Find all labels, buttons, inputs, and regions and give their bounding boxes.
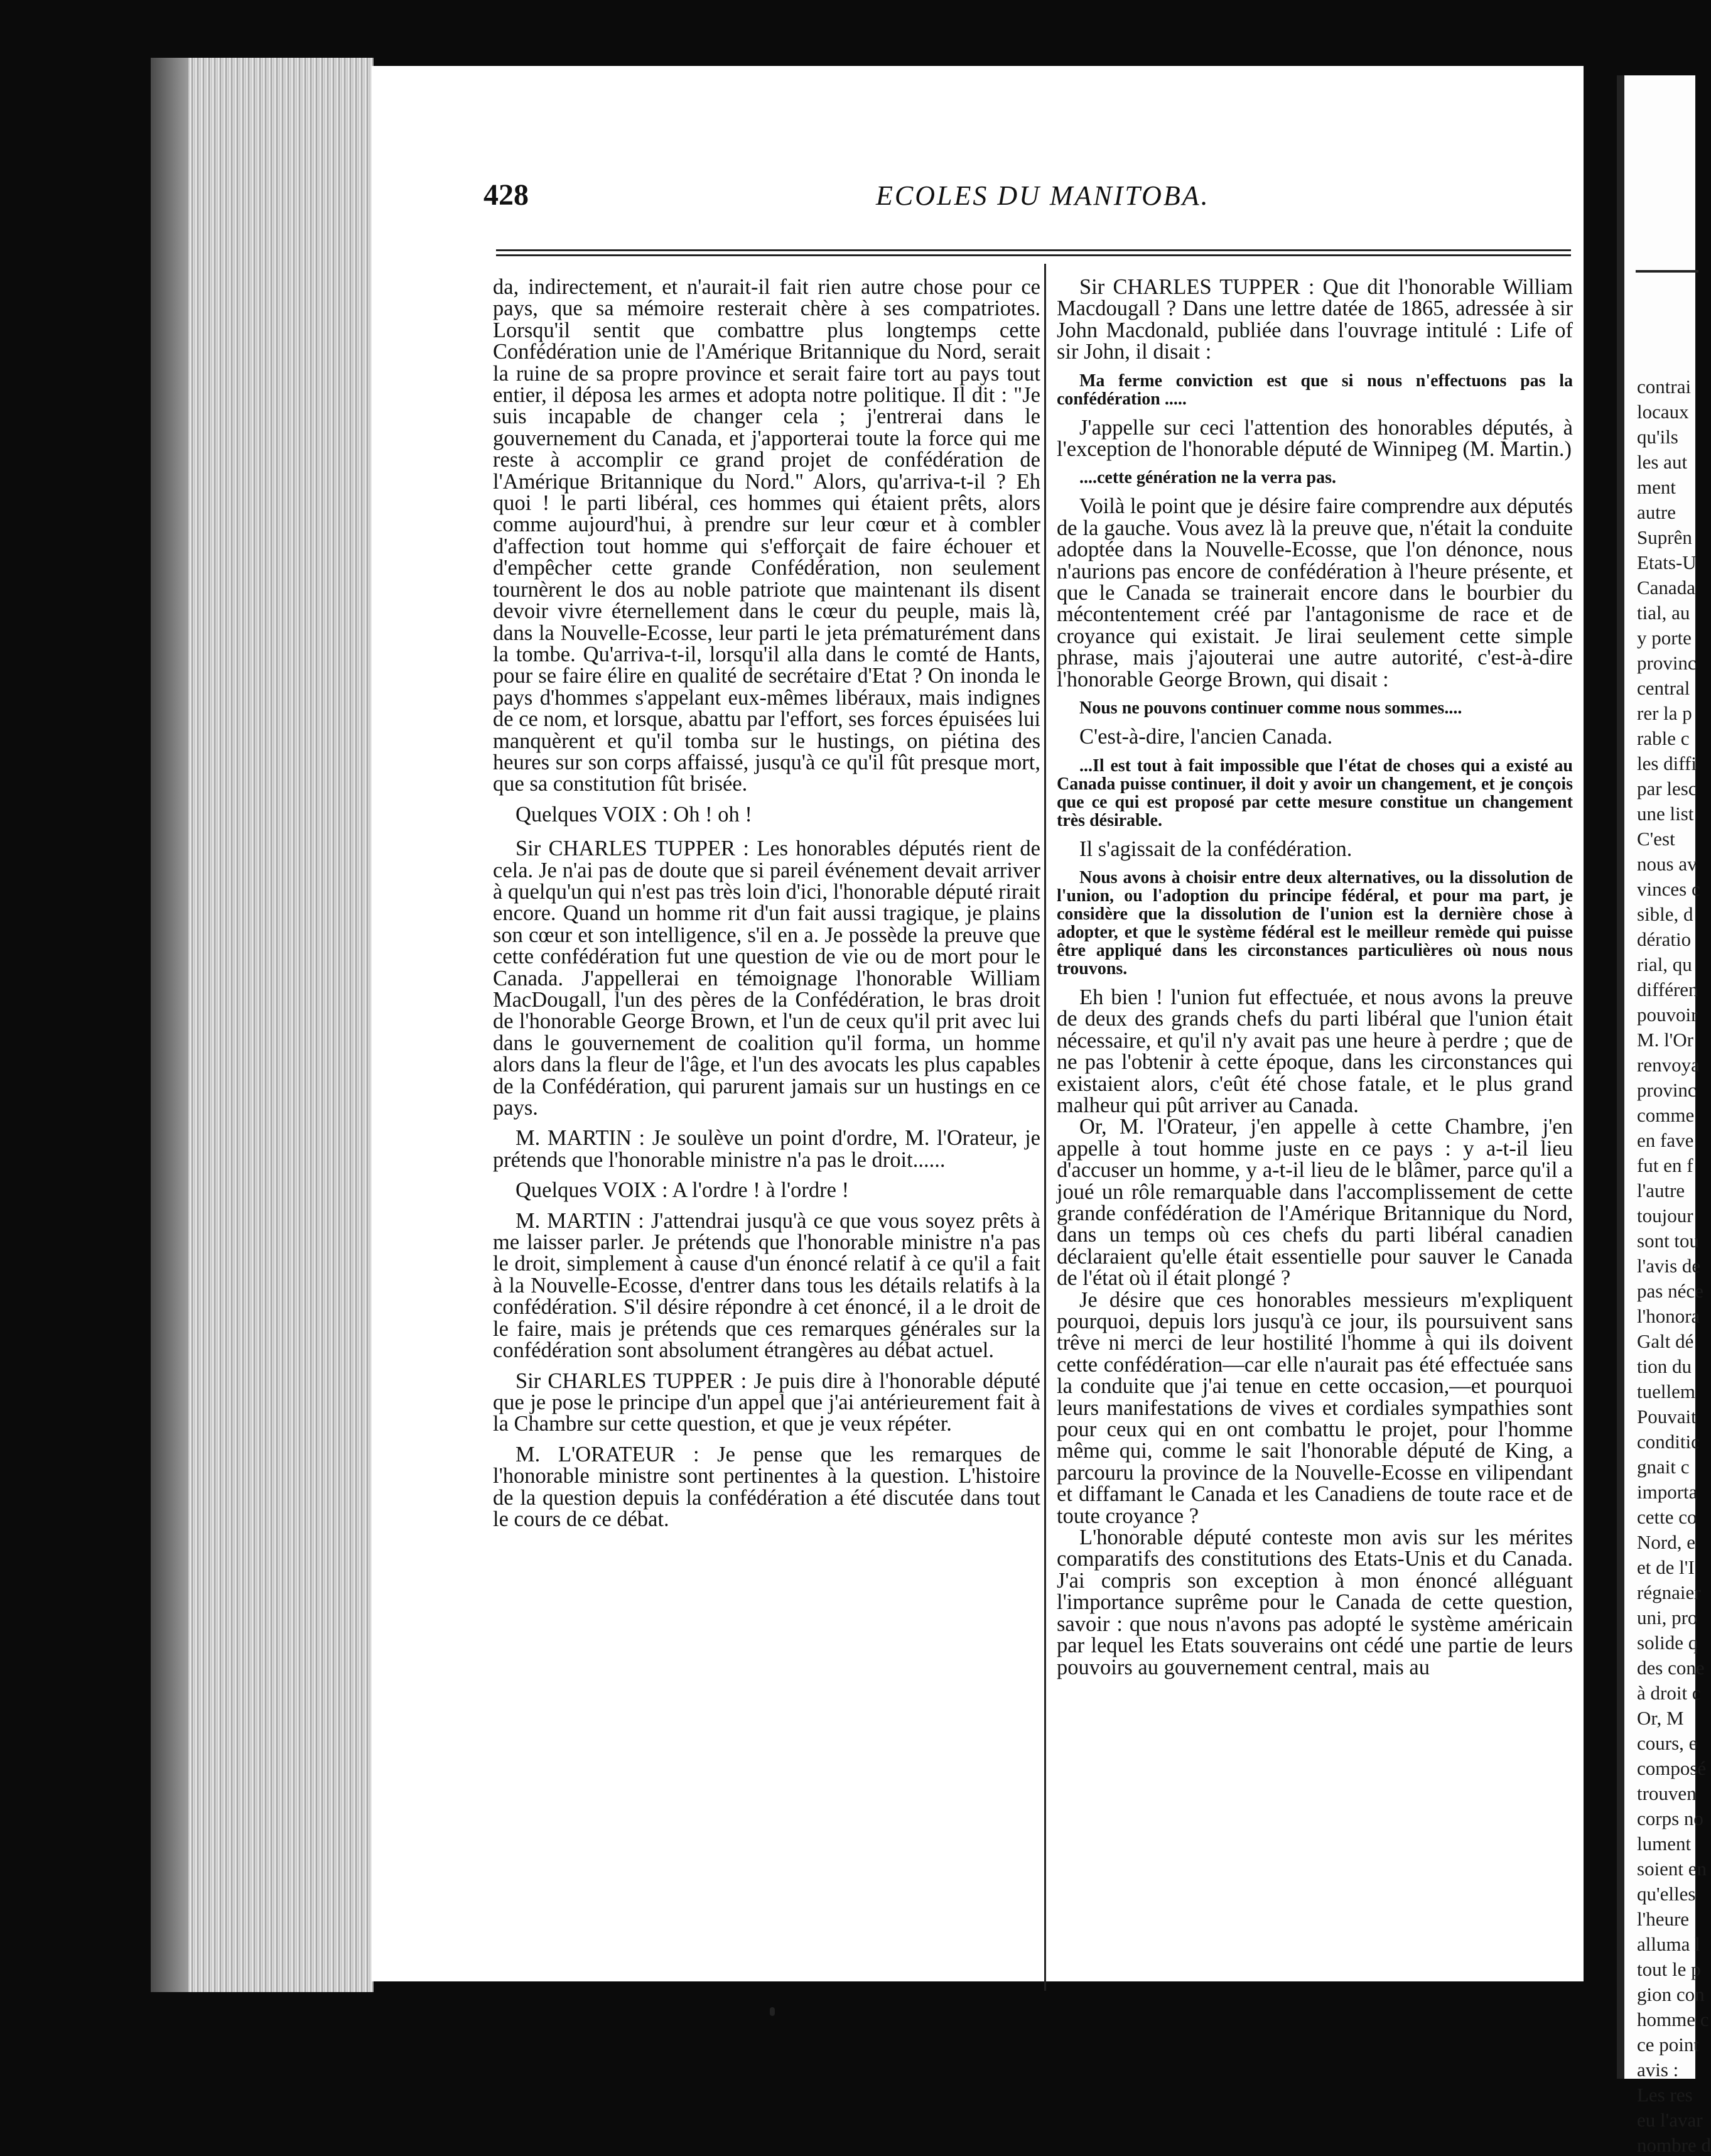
facing-page-fragment: alluma l [1637, 1933, 1700, 1955]
facing-page-fragment: homme c [1637, 2008, 1709, 2030]
facing-page-fragment: tion du [1637, 1355, 1692, 1377]
paragraph: Je désire que ces honorables messieurs m'expliquent pourquoi, depuis lors jusqu'à ce jour, ils poursuivent sans trêve ni merci de leur hostilité l'homme à qui ils doivent cette confédération—car elle n'aurait pas été effectuée sans la conduite que j'ai tenue en cette occasion,—et pourquoi leurs manifestations de vives et cordiales sympathies sont pour ceux qui en ont combattu le projet, pour l'homme même qui, comme le sait l'honorable député de King, a parcouru la province de la Nouvelle-Ecosse en vilipendant et diffamant le Canada et les Canadiens de toute race et de toute croyance ? [1057, 1287, 1573, 1528]
facing-page-fragment: l'avis de [1637, 1255, 1701, 1277]
facing-page-fragment: toujour [1637, 1205, 1693, 1227]
facing-page-fragment: à droit c [1637, 1682, 1701, 1704]
facing-page-fragment: différen [1637, 978, 1698, 1000]
facing-page-fragment: des cone [1637, 1657, 1705, 1679]
facing-page-fragment: nombre d [1637, 2134, 1711, 2156]
facing-page-fragment: central [1637, 677, 1690, 699]
facing-page-fragment: dératio [1637, 928, 1692, 950]
facing-page-fragment: rial, qu [1637, 953, 1692, 975]
paragraph: J'appelle sur ceci l'attention des honorables députés, à l'exception de l'honorable député de Winnipeg (M. Martin.) [1057, 415, 1573, 462]
facing-page-fragment: l'honora [1637, 1305, 1700, 1327]
facing-page-fragment: tial, au [1637, 602, 1690, 624]
facing-page-fragment: ce point [1637, 2034, 1699, 2056]
paragraph: Sir CHARLES TUPPER : Que dit l'honorable William Macdougall ? Dans une lettre datée de 1865, adressée à sir John Macdonald, publiée dans l'ouvrage intitulé : Life of sir John, il disait : [1057, 275, 1573, 364]
facing-page-fragment: C'est [1637, 828, 1675, 850]
facing-page-fragment: solide q [1637, 1632, 1698, 1654]
facing-page-fragment: régnaier [1637, 1581, 1701, 1603]
facing-page-fragment: rer la p [1637, 702, 1692, 724]
paragraph: M. MARTIN : Je soulève un point d'ordre, M. l'Orateur, je prétends que l'honorable ministre n'a pas le droit...... [493, 1126, 1040, 1172]
facing-page-fragment: importa [1637, 1481, 1698, 1503]
facing-page-fragment: y porte [1637, 627, 1692, 649]
facing-page-fragment: Canada [1637, 577, 1695, 599]
facing-page-fragment: en fave [1637, 1129, 1694, 1151]
paragraph: Or, M. l'Orateur, j'en appelle à cette Chambre, j'en appelle à tout homme juste en ce pays : y a-t-il lieu d'accuser un homme, y a-t-il lieu de le blâmer, parce qu'il a joué un rôle remarquable dans l'accomplissement de cette grande confédération de l'Amérique Britannique du Nord, dans un temps où ces chefs du parti libéral canadien déclaraient qu'elle était essentielle pour sauver le Canada de l'état où il était plongé ? [1057, 1115, 1573, 1291]
facing-page-fragment: gion con [1637, 1983, 1705, 2005]
right-text-column [1057, 276, 1573, 1678]
facing-page-fragment: trouven [1637, 1782, 1697, 1804]
facing-page-strip [1617, 75, 1711, 2156]
facing-page-fragment: l'heure [1637, 1908, 1690, 1930]
facing-page-fragment: cette co [1637, 1506, 1697, 1528]
facing-page-fragment: qu'ils [1637, 426, 1678, 448]
facing-page-fragment: Pouvait [1637, 1406, 1697, 1427]
facing-page-fragment: conditic [1637, 1431, 1700, 1453]
facing-page-fragment: les aut [1637, 451, 1688, 473]
facing-page-fragment: nous av [1637, 853, 1697, 875]
facing-page-gutter [1617, 75, 1624, 2079]
facing-page-fragment: tout le p [1637, 1958, 1701, 1980]
paragraph: da, indirectement, et n'aurait-il fait rien autre chose pour ce pays, que sa mémoire resterait chère à ses compatriotes. Lorsqu'il sentit que combattre plus longtemps cette Confédération unie de l'Amérique Britannique du Nord, serait la ruine de sa propre province et serait faire tort au pays tout entier, il déposa les armes et adopta notre politique. Il dit : "Je suis incapable de changer cela ; j'entrerai dans le gouvernement du Canada, et j'apporterai toute la force qui me reste à accomplir ce grand projet de confédération de l'Amérique Britannique du Nord." Alors, qu'arriva-t-il ? Eh quoi ! le parti libéral, ces hommes qui étaient prêts, alors comme aujourd'hui, à prendre sur leur cœur et à combler d'affection tout homme qui s'efforçait de faire échouer et d'empêcher cette grande Confédération, non seulement tournèrent le dos au noble patriote que maintenant ils disent devoir vivre éternellement dans le cœur du peuple, mais là, dans la Nouvelle-Ecosse, leur parti le jeta prématurément dans la tombe. Qu'arriva-t-il, lorsqu'il alla dans le comté de Hants, pour se faire élire en qualité de secrétaire d'Etat ? On inonda le pays d'hommes s'appelant eux-mêmes libéraux, mais indignes de ce nom, et lorsque, abattu par l'effort, ses forces épuisées lui manquèrent et qu'il tomba sur le hustings, on piétina des heures sur son corps affaissé, jusqu'à ce qu'il fût presque mort, que sa constitution fût brisée. [493, 275, 1040, 796]
facing-page-fragment: uni, pro [1637, 1606, 1698, 1628]
header-rule-bottom [496, 254, 1571, 256]
left-text-column [493, 276, 1040, 1530]
paragraph: Quelques VOIX : A l'ordre ! à l'ordre ! [515, 1178, 850, 1203]
facing-page-fragment: provinc [1637, 652, 1697, 674]
facing-page-fragment: ment [1637, 476, 1676, 498]
facing-page-fragment: Galt dé [1637, 1330, 1694, 1352]
print-speck [770, 2007, 775, 2016]
facing-page-fragment: comme [1637, 1104, 1695, 1126]
paragraph: Quelques VOIX : Oh ! oh ! [515, 802, 752, 826]
facing-page-fragment: sible, d [1637, 903, 1693, 925]
facing-page-fragment: contrai [1637, 376, 1692, 398]
quoted-extract: ...Il est tout à fait impossible que l'état de choses qui a existé au Canada puisse continuer, il doit y avoir un changement, et je conçois que ce qui est proposé par cette mesure constitue un changement très désirable. [1057, 756, 1573, 830]
facing-page-fragment: autre [1637, 501, 1676, 523]
facing-page-fragment: eu l'avar [1637, 2109, 1703, 2131]
facing-page-fragment: cours, e [1637, 1732, 1698, 1754]
facing-page-fragment: composé [1637, 1757, 1707, 1779]
facing-page-rule [1636, 270, 1698, 273]
facing-page-fragment: tuellem [1637, 1380, 1695, 1402]
facing-page-fragment: par lesc [1637, 777, 1697, 799]
facing-page-fragment: locaux [1637, 401, 1689, 423]
paragraph: Sir CHARLES TUPPER : Je puis dire à l'honorable député que je pose le principe d'un appel que j'ai antérieurement fait à la Chambre sur cette question, et que je veux répéter. [493, 1368, 1040, 1436]
facing-page-fragment: les diffi [1637, 752, 1697, 774]
page-number: 428 [483, 178, 529, 212]
facing-page-fragment: avis : [1637, 2059, 1679, 2081]
facing-page-fragment: pas néce [1637, 1280, 1703, 1302]
book-cover-edge [151, 58, 188, 1992]
facing-page-fragment: Nord, e [1637, 1531, 1695, 1553]
header-rule-top [496, 249, 1571, 251]
facing-page-fragment: Etats-U [1637, 551, 1697, 573]
paragraph: M. MARTIN : J'attendrai jusqu'à ce que vous soyez prêts à me laisser parler. Je prétends que l'honorable ministre n'a pas le droit, simplement à cause d'un énoncé relatif à ce qu'il a fait à la Nouvelle-Ecosse, d'entrer dans tous les détails relatifs à la confédération. S'il désire répondre à cet énoncé, il a le droit de le faire, mais je prétends que ces remarques générales sur la confédération sont absolument étrangères au débat actuel. [493, 1208, 1040, 1363]
paragraph: Il s'agissait de la confédération. [1079, 837, 1352, 861]
paragraph: Sir CHARLES TUPPER : Les honorables députés rient de cela. Je n'ai pas de doute que si pareil événement devait arriver à quelqu'un qui n'est pas très loin d'ici, l'honorable député rirait encore. Quand un homme rit d'un fait aussi tragique, je plains son cœur et son intelligence, s'il en a. Je possède la preuve que cette confédération fut une question de vie ou de mort pour le Canada. J'appellerai en témoignage l'honorable William MacDougall, l'un des pères de la Confédération, le bras droit de l'honorable George Brown, et l'un de ceux qu'il prit avec lui dans le gouvernement de coalition qu'il forma, un homme alors dans la fleur de l'âge, et l'un des avocats les plus capables de la Confédération, qui parurent jamais sur un hustings en ce pays. [493, 837, 1040, 1120]
paragraph: Eh bien ! l'union fut effectuée, et nous avons la preuve de deux des grands chefs du parti libéral que l'union était nécessaire, et qu'il n'y avait pas une heure à perdre ; que de ne pas l'obtenir à cette époque, dans les circonstances qui existaient alors, c'eût été chose fatale, et le plus grand malheur qui pût arriver au Canada. [1057, 985, 1573, 1117]
facing-page-fragment: vinces c [1637, 878, 1700, 900]
paragraph: M. L'ORATEUR : Je pense que les remarques de l'honorable ministre sont pertinentes à la question. L'histoire de la question depuis la confédération a été discutée dans tout le cours de ce débat. [493, 1442, 1040, 1531]
quoted-extract: Nous ne pouvons continuer comme nous sommes.... [1079, 698, 1462, 718]
facing-page-fragment: une list [1637, 803, 1694, 825]
facing-page-fragment: soient en [1637, 1858, 1707, 1880]
facing-page-fragment: qu'elles [1637, 1883, 1696, 1905]
facing-page-fragment: sont tou [1637, 1230, 1700, 1252]
facing-page-fragment: Les res [1637, 2084, 1693, 2106]
facing-page-fragment: rable c [1637, 727, 1690, 749]
facing-page-fragment: fut en f [1637, 1154, 1693, 1176]
quoted-extract: ....cette génération ne la verra pas. [1079, 468, 1336, 488]
facing-page-fragment: provinc [1637, 1079, 1697, 1101]
facing-page-fragment: lument [1637, 1833, 1692, 1855]
quoted-extract: Ma ferme conviction est que si nous n'effectuons pas la confédération ..... [1057, 371, 1573, 409]
facing-page-fragment: Or, M [1637, 1707, 1684, 1729]
paragraph: C'est-à-dire, l'ancien Canada. [1079, 725, 1333, 749]
facing-page-fragment: et de l'I [1637, 1556, 1695, 1578]
facing-page-fragment: M. l'Or [1637, 1029, 1693, 1051]
running-title: ECOLES DU MANITOBA. [876, 180, 1210, 211]
facing-page-fragment: renvoya [1637, 1054, 1700, 1076]
facing-page-fragment: Suprên [1637, 526, 1692, 548]
paragraph: Voilà le point que je désire faire comprendre aux députés de la gauche. Vous avez là la preuve que, n'était la conduite adoptée dans la Nouvelle-Ecosse, que l'on dénonce, nous n'aurions pas encore de confédération à l'heure présente, et que le Canada se trainerait encore dans le bourbier du mécontentement créé par l'antagonisme de race et de croyance qui existait. Je lirai seulement cette simple phrase, mais j'ajouterai une autre autorité, c'est-à-dire l'honorable George Brown, qui disait : [1057, 494, 1573, 691]
quoted-extract: Nous avons à choisir entre deux alternatives, ou la dissolution de l'union, ou l'adoption du principe fédéral, et pour ma part, je considère que la dissolution de l'union est la dernière chose à adopter, et que le système fédéral est le meilleur remède qui puisse être appliqué dans les circonstances particulières où nous nous trouvons. [1057, 867, 1573, 978]
facing-page-fragment: l'autre [1637, 1179, 1685, 1201]
facing-page-fragment: corps no [1637, 1807, 1703, 1829]
facing-page-fragment: pouvoir [1637, 1004, 1698, 1026]
facing-page-fragment: gnait c [1637, 1456, 1690, 1478]
paragraph: L'honorable député conteste mon avis sur les mérites comparatifs des constitutions des Etats-Unis et du Canada. J'ai compris son exception à mon énoncé alléguant l'importance suprême pour le Canada de cette question, savoir : que nous n'avons pas adopté le système américain par lequel les Etats souverains ont cédé une partie de leurs pouvoirs au gouvernement central, mais au [1057, 1525, 1573, 1679]
column-divider [1044, 264, 1046, 1991]
